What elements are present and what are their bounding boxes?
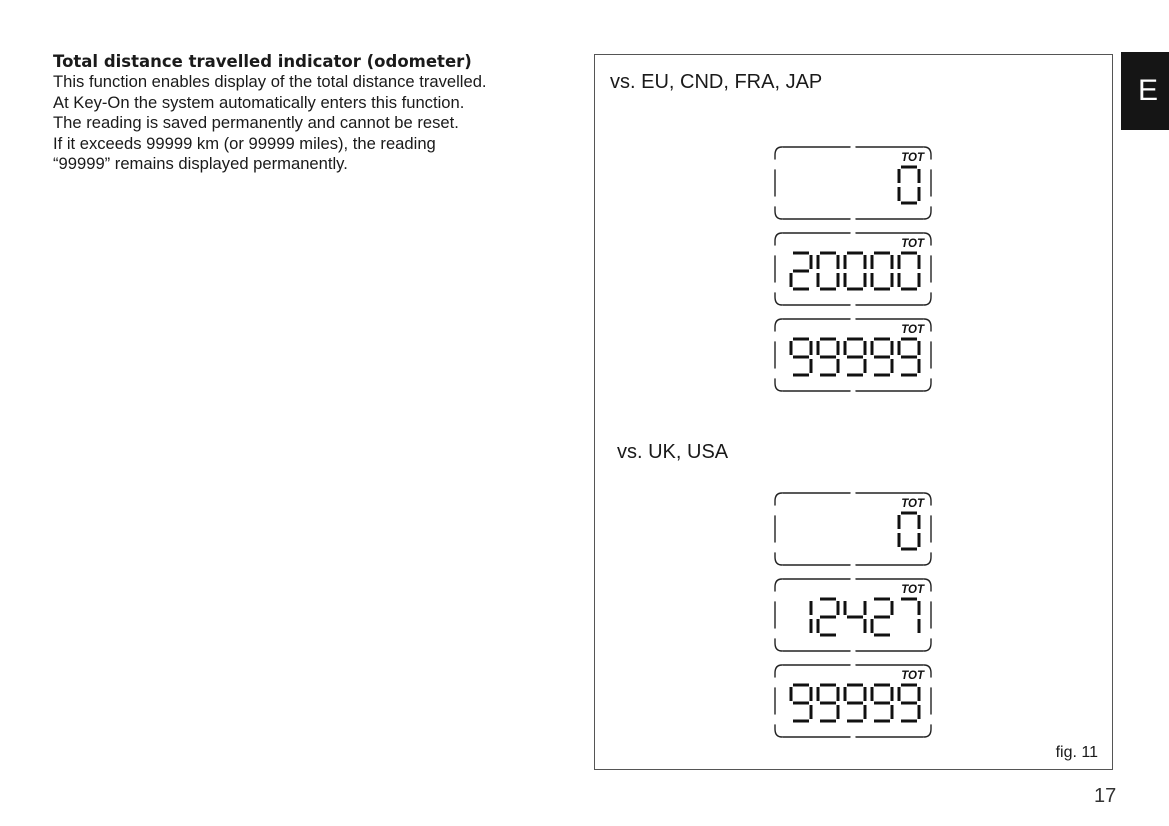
tot-label: TOT [901, 670, 924, 682]
language-tab: E [1121, 52, 1169, 130]
odometer-figure [594, 54, 1113, 770]
lcd-display [772, 316, 934, 394]
lcd-graphic [772, 662, 934, 740]
lcd-display [772, 490, 934, 568]
group-title-eu: vs. EU, CND, FRA, JAP [610, 71, 823, 93]
lcd-display [772, 662, 934, 740]
lcd-graphic [772, 144, 934, 222]
figure-caption: fig. 11 [1055, 744, 1098, 761]
body-line: “99999” remains displayed permanently. [53, 154, 348, 173]
tot-label: TOT [901, 152, 924, 164]
section-heading: Total distance travelled indicator (odometer) [53, 52, 472, 71]
body-line: If it exceeds 99999 km (or 99999 miles), the reading [53, 133, 436, 153]
lcd-graphic [772, 576, 934, 654]
lcd-graphic [772, 316, 934, 394]
lcd-display [772, 144, 934, 222]
odometer-section [53, 52, 573, 175]
tot-label: TOT [901, 238, 924, 250]
lcd-graphic [772, 230, 934, 308]
page-number: 17 [1094, 785, 1117, 807]
group-title-uk-usa: vs. UK, USA [617, 441, 729, 463]
body-line: The reading is saved permanently and cannot be reset. [53, 113, 459, 132]
lcd-graphic [772, 490, 934, 568]
tot-label: TOT [901, 584, 924, 596]
lcd-display [772, 576, 934, 654]
lcd-display [772, 230, 934, 308]
body-line: This function enables display of the total distance travelled. [53, 72, 487, 91]
tot-label: TOT [901, 324, 924, 336]
body-line: At Key-On the system automatically enters this function. [53, 92, 465, 112]
tot-label: TOT [901, 498, 924, 510]
